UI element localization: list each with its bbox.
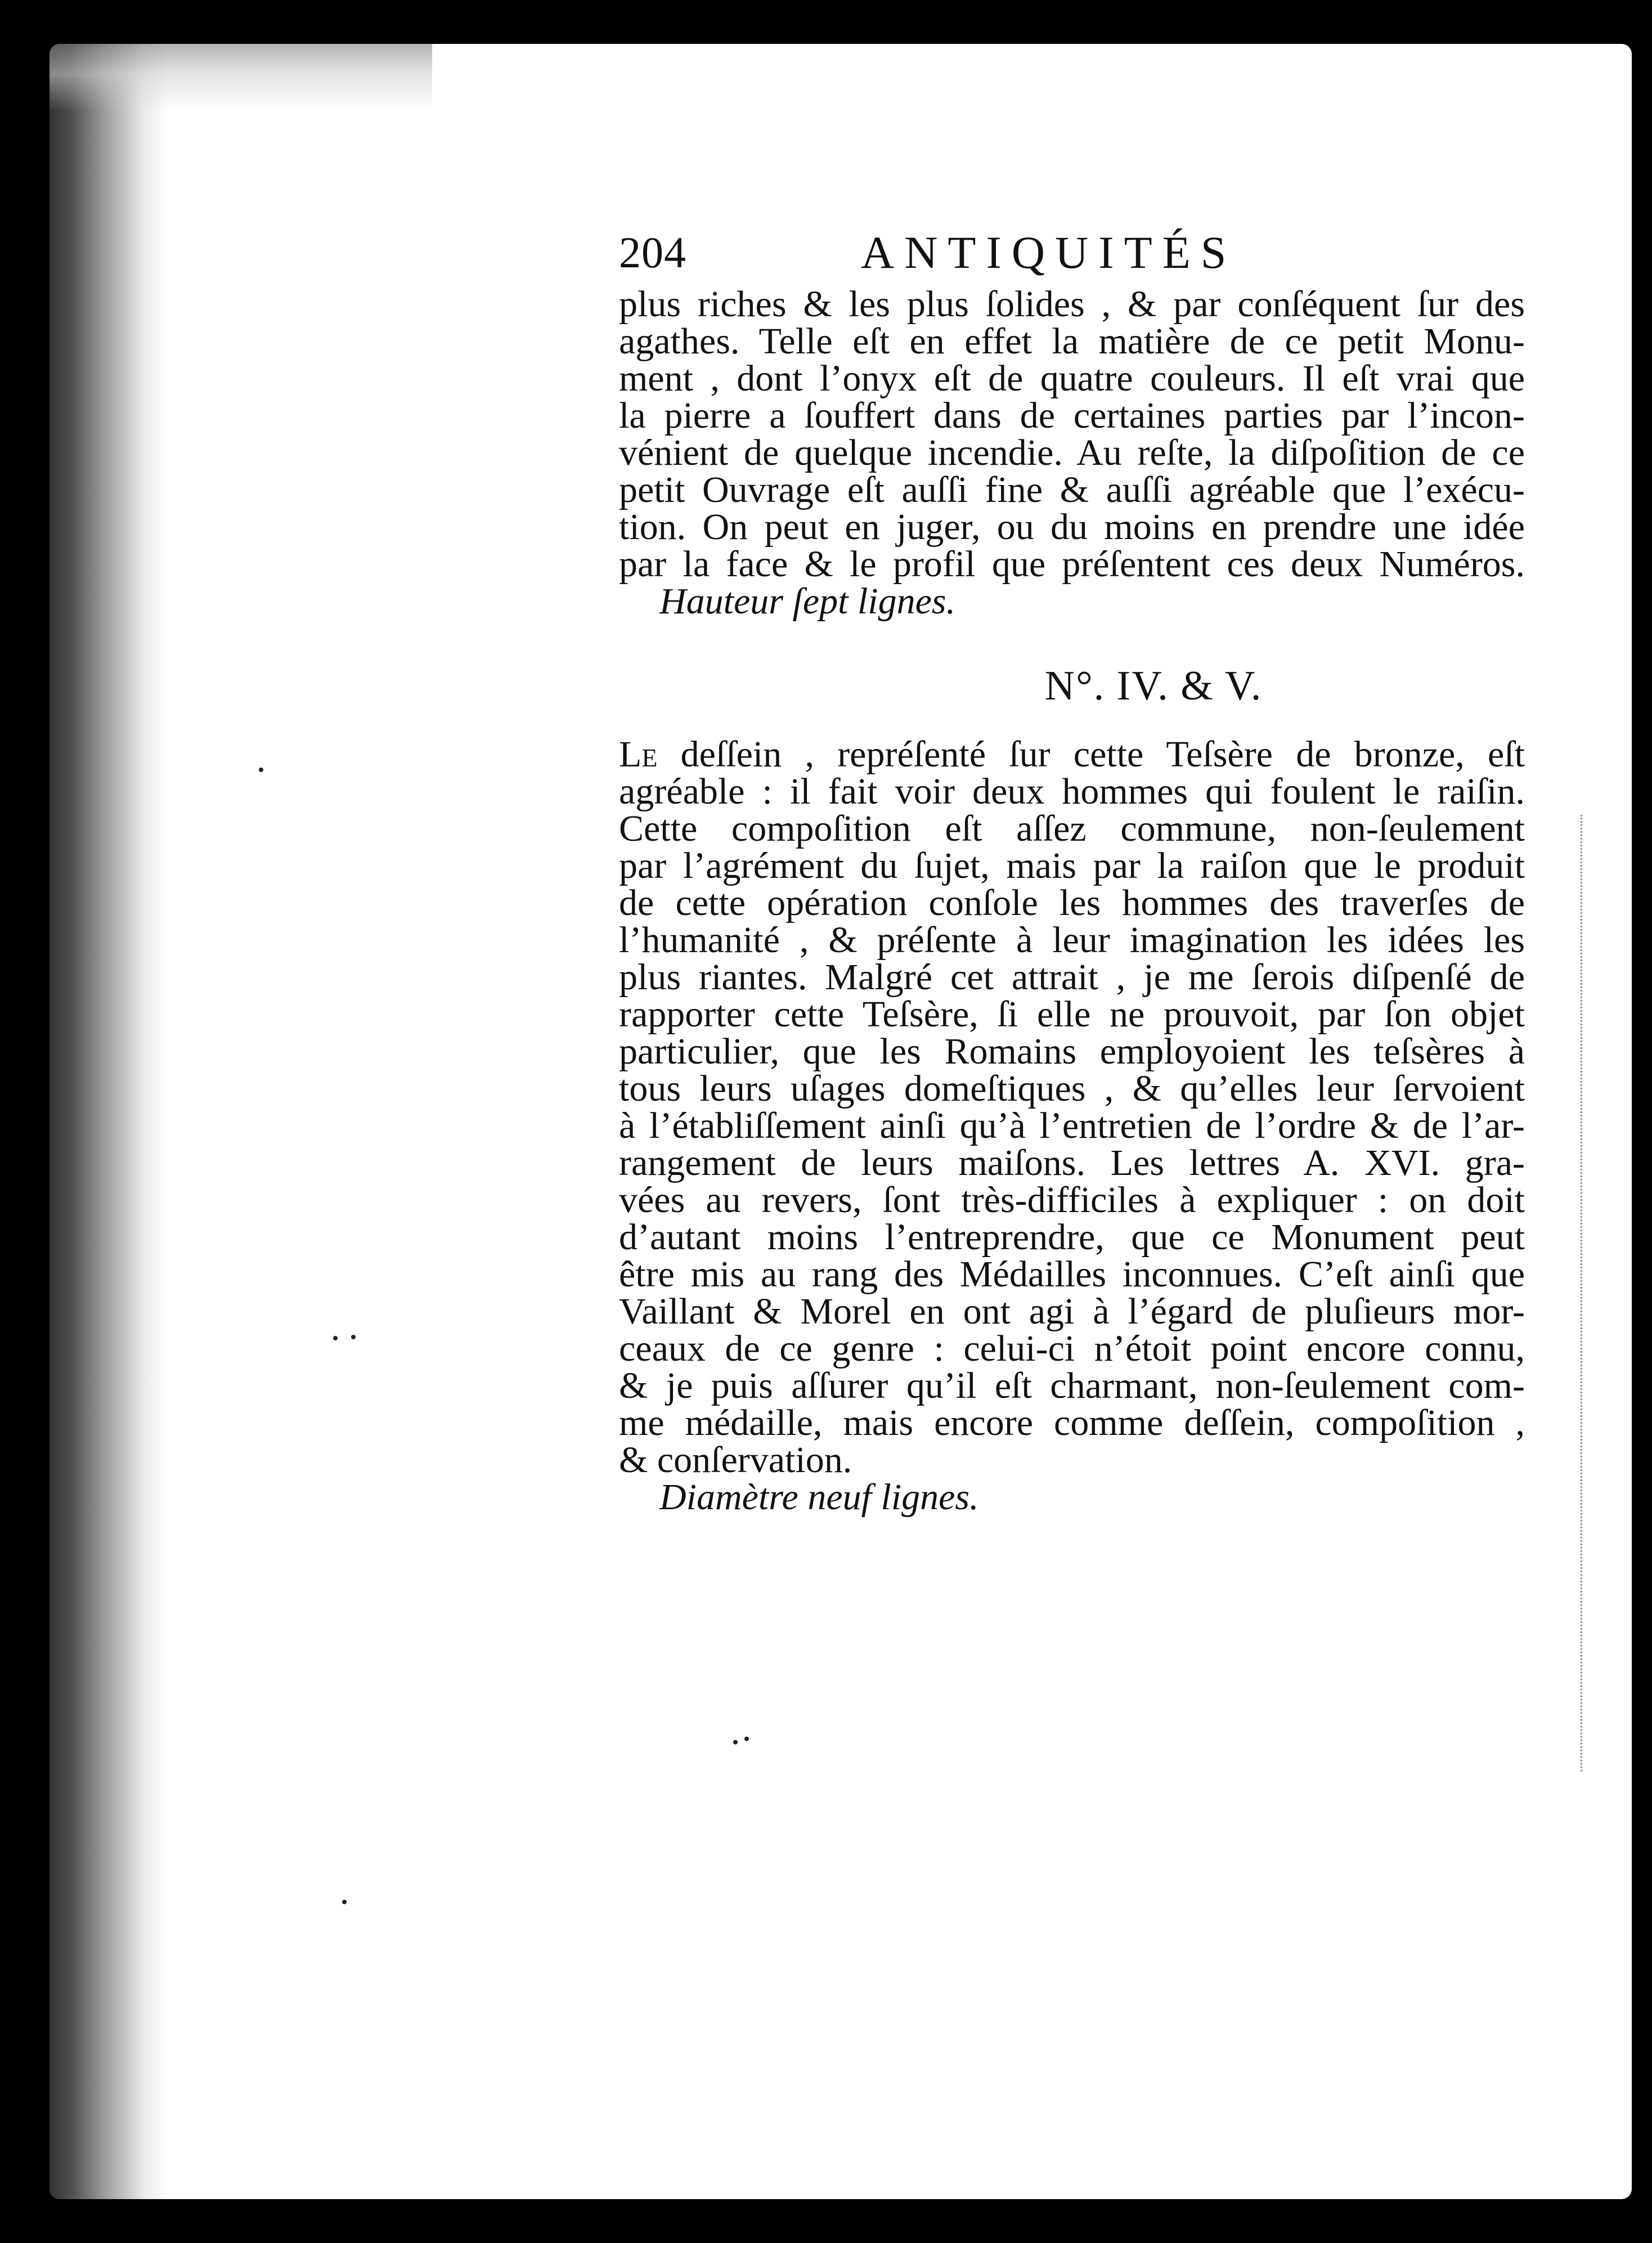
text-line: me médaille, mais encore comme deſſein, compoſition ,: [619, 1402, 1525, 1443]
scan-top-noise: [50, 44, 432, 111]
text-line: par l’agrément du ſujet, mais par la raiſon que le produit: [619, 845, 1525, 886]
page-text-column: [619, 219, 1525, 1516]
text-line: à l’établiſſement ainſi qu’à l’entretien de l’ordre & de l’ar-: [619, 1105, 1525, 1146]
text-line: la pierre a ſouffert dans de certaines parties par l’incon-: [619, 395, 1525, 436]
text-line: Cette compoſition eſt aſſez commune, non-ſeulement: [619, 808, 1525, 849]
text-line: rapporter cette Teſsère, ſi elle ne prouvoit, par ſon objet: [619, 994, 1525, 1035]
text-line: tous leurs uſages domeſtiques , & qu’elles leur ſervoient: [619, 1068, 1525, 1109]
text-line: ment , dont l’onyx eſt de quatre couleurs. Il eſt vrai que: [619, 358, 1525, 399]
text-line: vées au revers, ſont très-difficiles à expliquer : on doit: [619, 1179, 1525, 1221]
page-header: [619, 219, 1525, 286]
page-number: 204: [619, 228, 686, 277]
text-line: de cette opération conſole les hommes des traverſes de: [619, 882, 1525, 923]
measurement-note: Diamètre neuf lignes.: [659, 1477, 979, 1518]
measurement-note: Hauteur ſept lignes.: [659, 581, 956, 622]
text-line: plus riches & les plus ſolides , & par conſéquent ſur des: [619, 284, 1525, 325]
scan-left-edge-shadow: [50, 44, 168, 2199]
text-line: particulier, que les Romains employoient les teſsères à: [619, 1031, 1525, 1072]
section-title: N°. IV. & V.: [1044, 663, 1263, 709]
ink-speck: [744, 1737, 749, 1741]
text-line-last: & conſervation.: [619, 1439, 852, 1481]
paragraph-tessera-description: [619, 736, 1525, 1516]
text-line: agathes. Telle eſt en effet la matière de ce petit Monu-: [619, 321, 1525, 362]
text-line: plus riantes. Malgré cet attrait , je me ſerois diſpenſé de: [619, 957, 1525, 998]
text-line: Vaillant & Morel en ont agi à l’égard de pluſieurs mor-: [619, 1291, 1525, 1332]
text-line: d’autant moins l’entreprendre, que ce Monument peut: [619, 1217, 1525, 1258]
text-line: rangement de leurs maiſons. Les lettres A. XVI. gra-: [619, 1142, 1525, 1183]
text-line: & je puis aſſurer qu’il eſt charmant, non-ſeulement com-: [619, 1365, 1525, 1406]
ink-speck: [351, 1335, 356, 1339]
text-line: ceaux de ce genre : celui-ci n’étoit point encore connu,: [619, 1328, 1525, 1369]
text-line-first: [619, 736, 1525, 773]
ink-speck: [333, 1336, 338, 1340]
text-line: petit Ouvrage eſt auſſi fine & auſſi agréable que l’exécu-: [619, 469, 1525, 510]
text-line: tion. On peut en juger, ou du moins en prendre une idée: [619, 506, 1525, 548]
running-head: ANTIQUITÉS: [861, 227, 1237, 278]
ink-speck: [733, 1740, 738, 1744]
text-line: être mis au rang des Médailles inconnues. C’eſt ainſi que: [619, 1254, 1525, 1295]
paragraph-continued: [619, 286, 1525, 620]
text-line: par la face & le profil que préſentent ces deux Numéros.: [619, 544, 1525, 585]
first-line-text: deſſein , repréſenté ſur cette Teſsère de bronze, eſt: [657, 734, 1525, 775]
text-line: vénient de quelque incendie. Au reſte, la diſpoſition de ce: [619, 432, 1525, 473]
text-line: agréable : il fait voir deux hommes qui foulent le raiſin.: [619, 771, 1525, 812]
book-page: [50, 44, 1632, 2199]
ink-speck: [259, 768, 263, 772]
ink-speck: [342, 1900, 347, 1904]
page-right-edge-marks: [1570, 815, 1582, 1771]
opening-word: Le: [619, 734, 658, 775]
text-line: l’humanité , & préſente à leur imagination les idées les: [619, 919, 1525, 961]
